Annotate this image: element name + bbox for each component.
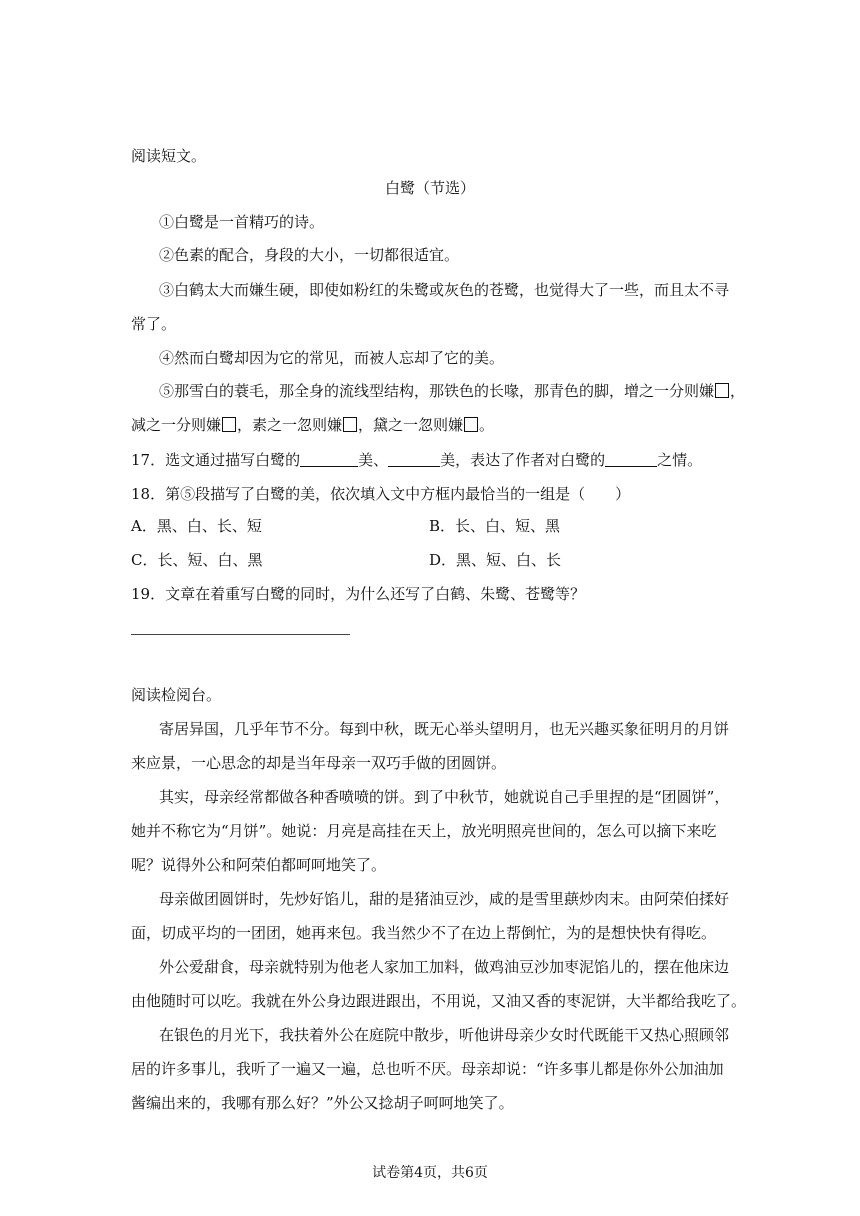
option-c[interactable]: C．长、短、白、黑 bbox=[131, 551, 263, 569]
s2-paragraph-5-line2: 居的许多事儿，我听了一遍又一遍，总也听不厌。母亲却说：“许多事儿都是你外公加油加 bbox=[131, 1060, 724, 1078]
answer-blank[interactable] bbox=[388, 452, 440, 467]
fill-box bbox=[343, 417, 357, 432]
fill-box bbox=[222, 417, 236, 432]
option-d[interactable]: D．黑、短、白、长 bbox=[429, 551, 562, 569]
paragraph-1: ①白鹭是一首精巧的诗。 bbox=[159, 213, 325, 231]
paragraph-3-line1: ③白鹤太大而嫌生硬，即使如粉红的朱鹭或灰色的苍鹭，也觉得大了一些，而且太不寻 bbox=[159, 281, 730, 299]
option-b[interactable]: B．长、白、短、黑 bbox=[429, 517, 561, 535]
s2-paragraph-4-line1: 外公爱甜食，母亲就特别为他老人家加工加料，做鸡油豆沙加枣泥馅儿的，摆在他床边 bbox=[159, 958, 730, 976]
s2-paragraph-2-line2: 她并不称它为“月饼”。她说：月亮是高挂在天上，放光明照亮世间的，怎么可以摘下来吃 bbox=[131, 822, 717, 840]
answer-blank[interactable] bbox=[605, 452, 657, 467]
s2-paragraph-5-line1: 在银色的月光下，我扶着外公在庭院中散步，听他讲母亲少女时代既能干又热心照顾邻 bbox=[159, 1026, 730, 1044]
fill-box bbox=[464, 417, 478, 432]
paragraph-2: ②色素的配合，身段的大小，一切都很适宜。 bbox=[159, 246, 460, 264]
paragraph-3-line2: 常了。 bbox=[131, 315, 177, 333]
s2-paragraph-1-line1: 寄居异国，几乎年节不分。每到中秋，既无心举头望明月，也无兴趣买象征明月的月饼 bbox=[159, 720, 730, 738]
option-a[interactable]: A．黑、白、长、短 bbox=[131, 517, 262, 535]
s2-paragraph-2-line1: 其实，母亲经常都做各种香喷喷的饼。到了中秋节，她就说自己手里捏的是“团圆饼”， bbox=[159, 788, 730, 806]
paragraph-5-line2: 减之一分则嫌 ，素之一忽则嫌 ，黛之一忽则嫌 。 bbox=[131, 416, 495, 434]
answer-blank[interactable] bbox=[300, 452, 358, 467]
paragraph-4: ④然而白鹭却因为它的常见，而被人忘却了它的美。 bbox=[159, 349, 505, 367]
page-footer: 试卷第4页，共6页 bbox=[372, 1165, 488, 1181]
s2-paragraph-3-line1: 母亲做团圆饼时，先炒好馅儿，甜的是猪油豆沙，咸的是雪里蕻炒肉末。由阿荣伯揉好 bbox=[159, 890, 730, 908]
s2-paragraph-5-line3: 酱编出来的，我哪有那么好？”外公又捻胡子呵呵地笑了。 bbox=[131, 1094, 514, 1112]
section1-heading: 阅读短文。 bbox=[131, 147, 207, 165]
fill-box bbox=[715, 383, 729, 398]
s2-paragraph-4-line2: 由他随时可以吃。我就在外公身边跟进跟出，不用说，又油又香的枣泥饼，大半都给我吃了。 bbox=[131, 992, 747, 1010]
passage-title: 白鹭（节选） bbox=[384, 179, 475, 197]
paragraph-5-line1: ⑤那雪白的蓑毛，那全身的流线型结构，那铁色的长喙，那青色的脚，增之一分则嫌 ， bbox=[159, 382, 746, 400]
s2-paragraph-1-line2: 来应景，一心思念的却是当年母亲一双巧手做的团圆饼。 bbox=[131, 754, 507, 772]
paragraph-5-text: ⑤那雪白的蓑毛，那全身的流线型结构，那铁色的长喙，那青色的脚，增之一分则嫌 bbox=[159, 382, 715, 400]
answer-line[interactable] bbox=[131, 634, 350, 635]
question-19: 19．文章在着重写白鹭的同时，为什么还写了白鹤、朱鹭、苍鹭等？ bbox=[131, 585, 586, 603]
question-18: 18．第⑤段描写了白鹭的美，依次填入文中方框内最恰当的一组是（ ） bbox=[131, 485, 631, 503]
s2-paragraph-2-line3: 呢？说得外公和阿荣伯都呵呵地笑了。 bbox=[131, 856, 387, 874]
question-17: 17．选文通过描写白鹭的 美、 美，表达了作者对白鹭的 之情。 bbox=[131, 451, 703, 469]
section2-heading: 阅读检阅台。 bbox=[131, 686, 222, 704]
s2-paragraph-3-line2: 面，切成平均的一团团，她再来包。我当然少不了在边上帮倒忙，为的是想快快有得吃。 bbox=[131, 924, 717, 942]
